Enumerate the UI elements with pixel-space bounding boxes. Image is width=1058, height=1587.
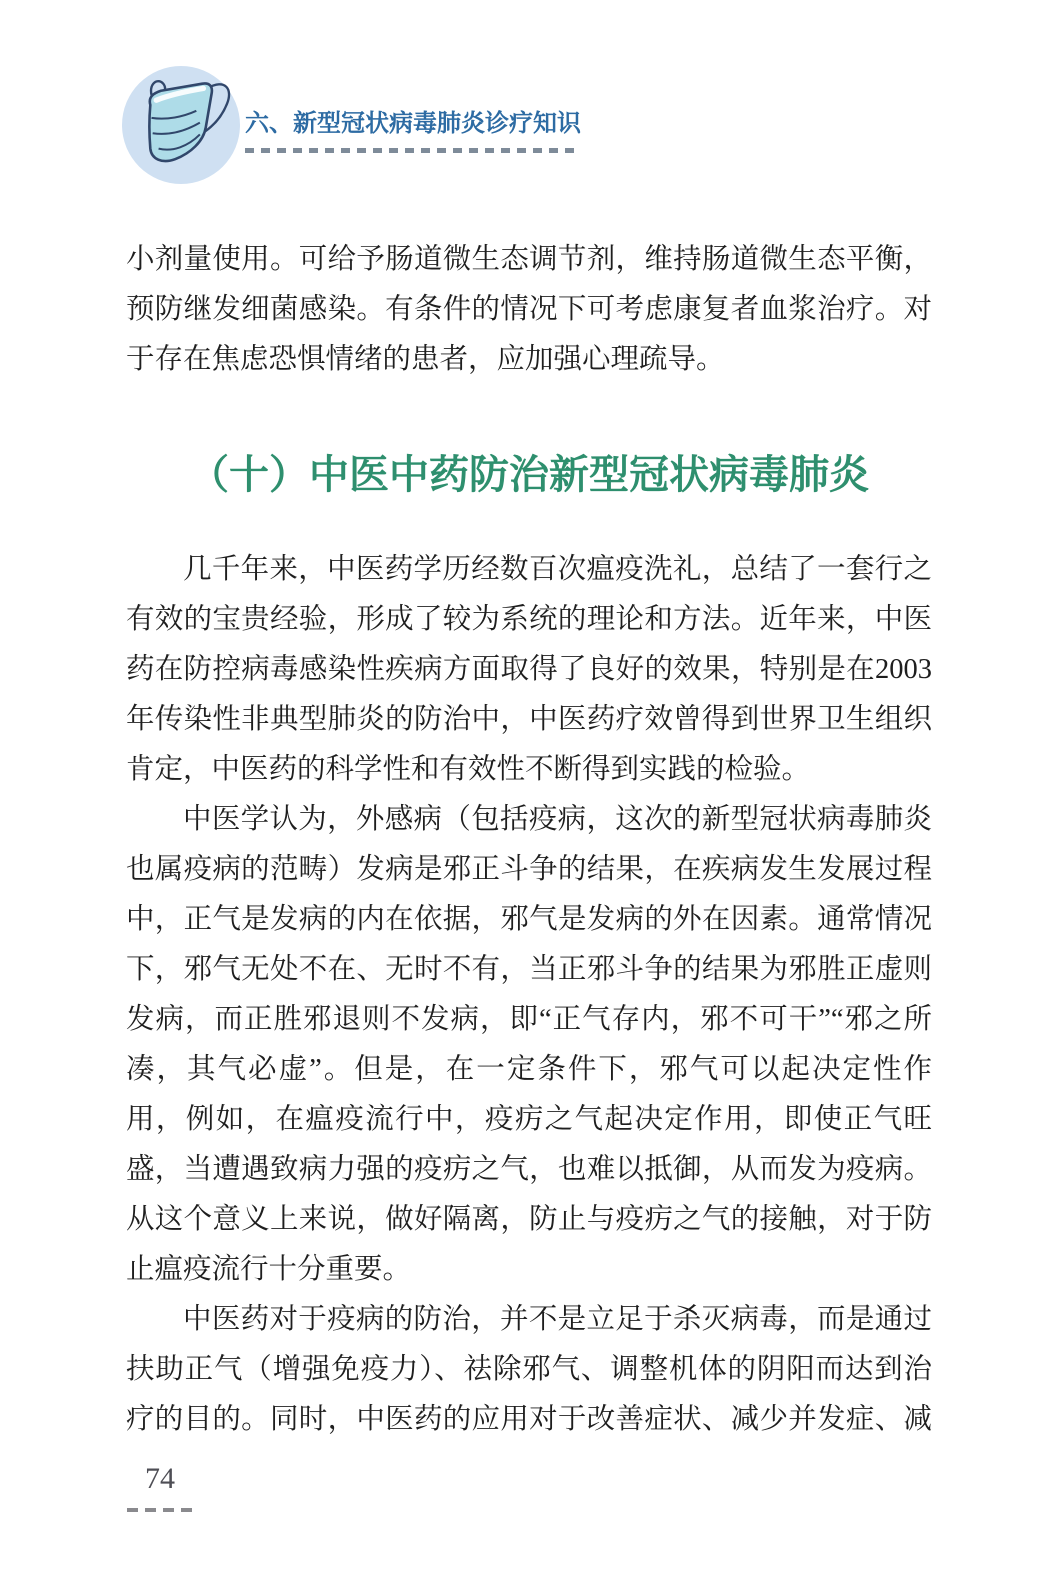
paragraph: 几千年来，中医药学历经数百次瘟疫洗礼，总结了一套行之有效的宝贵经验，形成了较为系统的理论和方法。近年来，中医药在防控病毒感染性疾病方面取得了良好的效果，特别是在2003 年传染性非典型肺炎的防治中，中医药疗效曾得到世界卫生组织肯定，中医药的科学性和有效性不断得到实践的检验。 — [126, 554, 932, 785]
paragraph: 中医学认为，外感病（包括疫病，这次的新型冠状病毒肺炎也属疫病的范畴）发病是邪正斗争的结果，在疾病发生发展过程中，正气是发病的内在依据，邪气是发病的外在因素。通常情况下，邪气无处不在、无时不有，当正邪斗争的结果为邪胜正虚则发病，而正胜邪退则不发病，即“正气存内，邪不可干”“邪之所凑，其气必虚”。但是，在一定条件下，邪气可以起决定性作用，例如，在瘟疫流行中，疫疠之气起决定作用，即使正气旺盛，当遭遇致病力强的疫疠之气，也难以抵御，从而发为疫病。从这个意义上来说，做好隔离，防止与疫疠之气的接触，对于防止瘟疫流行十分重要。 — [126, 804, 932, 1285]
paragraph-continuation: 小剂量使用。可给予肠道微生态调节剂，维持肠道微生态平衡，预防继发细菌感染。有条件的情况下可考虑康复者血浆治疗。对于存在焦虑恐惧情绪的患者，应加强心理疏导。 — [126, 244, 932, 375]
face-mask-icon — [122, 66, 240, 184]
page-footer — [118, 1462, 202, 1512]
page-body — [126, 235, 932, 1445]
header-dashed-divider — [245, 148, 578, 153]
section-heading: （十）中医中药防治新型冠状病毒肺炎 — [189, 452, 869, 497]
footer-dashed-divider — [127, 1508, 193, 1512]
paragraph-cut-off: 中医药对于疫病的防治，并不是立足于杀灭病毒，而是通过扶助正气（增强免疫力）、祛除邪气、调整机体的阴阳而达到治疗的目的。同时，中医药的应用对于改善症状、减少并发症、减 — [126, 1304, 932, 1435]
page-number: 74 — [145, 1462, 175, 1495]
chapter-title: 六、新型冠状病毒肺炎诊疗知识 — [245, 111, 581, 137]
